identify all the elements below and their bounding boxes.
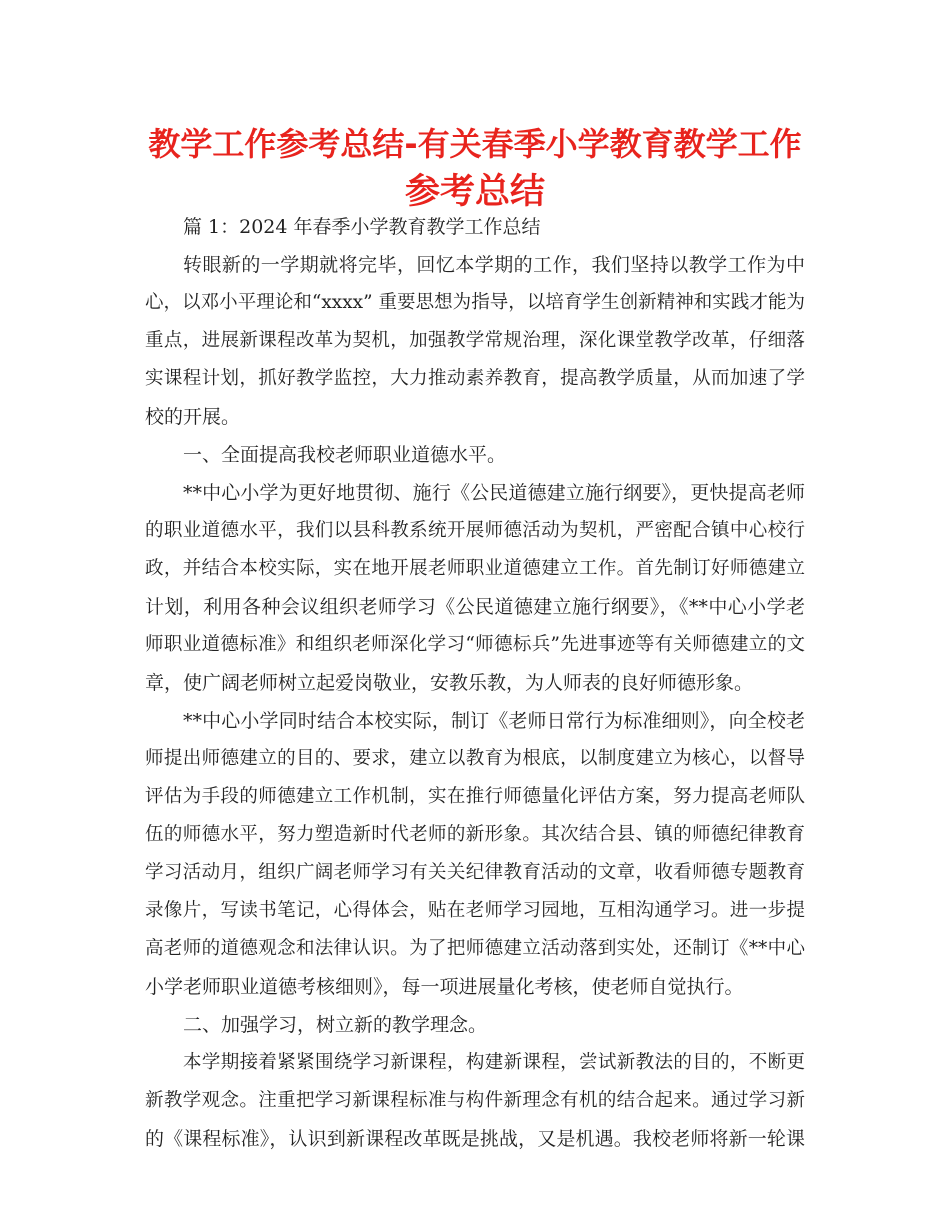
paragraph-line: 伍的师德水平，努力塑造新时代老师的新形象。其次结合县、镇的师德纪律教育 bbox=[145, 824, 805, 845]
paragraph-line: 师职业道德标准》和组织老师深化学习“师德标兵”先进事迹等有关师德建立的文 bbox=[145, 634, 805, 655]
document-title-line-1: 教学工作参考总结-有关春季小学教育教学工作 bbox=[148, 125, 802, 163]
paragraph-line: 评估为手段的师德建立工作机制，实在推行师德量化评估方案，努力提高老师队 bbox=[145, 786, 805, 807]
paragraph-line: 政，并结合本校实际，实在地开展老师职业道德建立工作。首先制订好师德建立 bbox=[145, 558, 805, 579]
document-body bbox=[145, 208, 805, 1158]
paragraph-line: 录像片，写读书笔记，心得体会，贴在老师学习园地，互相沟通学习。进一步提 bbox=[145, 900, 805, 921]
paragraph-line: **中心小学为更好地贯彻、施行《公民道德建立施行纲要》，更快提高老师 bbox=[183, 482, 805, 504]
paragraph-line: 转眼新的一学期就将完毕，回忆本学期的工作，我们坚持以教学工作为中 bbox=[183, 254, 805, 276]
paragraph-line: 小学老师职业道德考核细则》，每一项进展量化考核，使老师自觉执行。 bbox=[145, 976, 744, 998]
paragraph-line: 心，以邓小平理论和“xxxx” 重要思想为指导，以培育学生创新精神和实践才能为 bbox=[145, 292, 805, 313]
paragraph-line: **中心小学同时结合本校实际，制订《老师日常行为标准细则》，向全校老 bbox=[183, 710, 805, 732]
paragraph-line: 计划，利用各种会议组织老师学习《公民道德建立施行纲要》，《**中心小学老 bbox=[145, 596, 805, 618]
document-title-line-2: 参考总结 bbox=[404, 172, 545, 212]
paragraph-line: 的《课程标准》，认识到新课程改革既是挑战，又是机遇。我校老师将新一轮课 bbox=[145, 1128, 805, 1150]
section-heading: 一、全面提高我校老师职业道德水平。 bbox=[183, 444, 507, 466]
section-heading: 二、加强学习，树立新的教学理念。 bbox=[183, 1014, 488, 1036]
paragraph-line: 高老师的道德观念和法律认识。为了把师德建立活动落到实处，还制订《**中心 bbox=[145, 938, 805, 959]
paragraph-line: 新教学观念。注重把学习新课程标准与构件新理念有机的结合起来。通过学习新 bbox=[145, 1090, 805, 1111]
paragraph-line: 本学期接着紧紧围绕学习新课程，构建新课程，尝试新教法的目的，不断更 bbox=[183, 1052, 805, 1073]
paragraph-line: 章，使广阔老师树立起爱岗敬业，安教乐教，为人师表的良好师德形象。 bbox=[145, 672, 754, 694]
paragraph-line: 重点，进展新课程改革为契机，加强教学常规治理，深化课堂教学改革，仔细落 bbox=[145, 330, 805, 351]
paragraph-line: 学习活动月，组织广阔老师学习有关关纪律教育活动的文章，收看师德专题教育 bbox=[145, 862, 805, 883]
paragraph-line: 师提出师德建立的目的、要求，建立以教育为根底，以制度建立为核心，以督导 bbox=[145, 748, 805, 769]
paragraph-line: 校的开展。 bbox=[145, 406, 241, 428]
paragraph-line: 实课程计划，抓好教学监控，大力推动素养教育，提高教学质量，从而加速了学 bbox=[145, 368, 805, 389]
paragraph-line: 的职业道德水平，我们以县科教系统开展师德活动为契机，严密配合镇中心校行 bbox=[145, 520, 805, 541]
section-heading: 篇 1：2024 年春季小学教育教学工作总结 bbox=[183, 216, 541, 238]
